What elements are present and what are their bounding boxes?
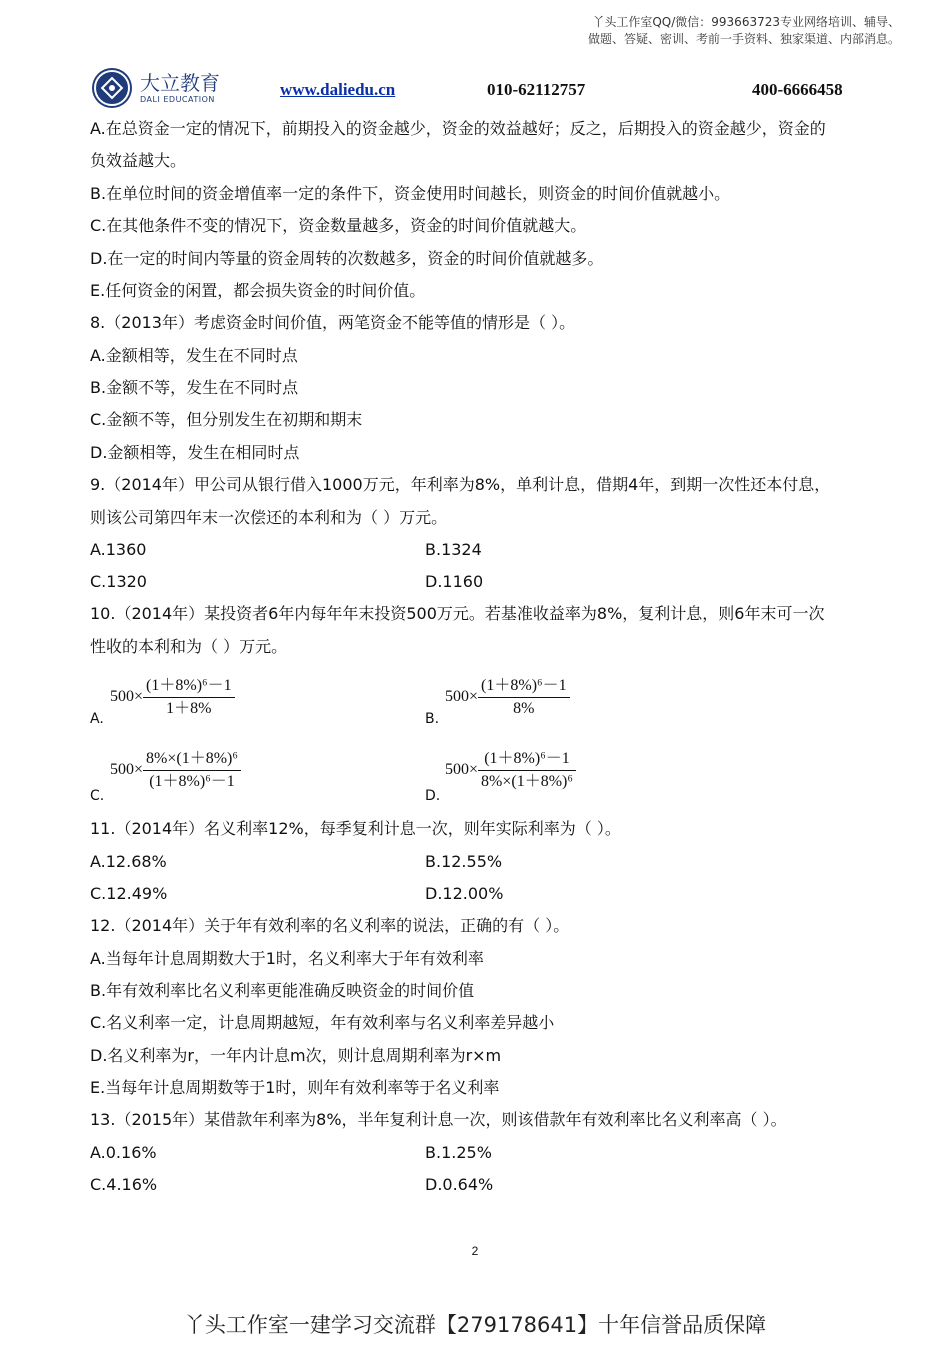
q10-option-c-label: C. [90,788,105,804]
q10-option-d-label: D. [425,788,441,804]
q13-option-a: A.0.16% [90,1143,157,1162]
q8-option-b: B.金额不等，发生在不同时点 [90,378,299,397]
q11-option-d: D.12.00% [425,884,504,903]
q10-option-b-label: B. [425,711,440,727]
logo-emblem-icon [92,68,132,108]
formula-coefficient: 500× [110,761,144,779]
q11-stem: 11.（2014年）名义利率12%，每季复利计息一次，则年实际利率为（ ）。 [90,819,621,838]
q13-option-d: D.0.64% [425,1175,494,1194]
q7-option-b: B.在单位时间的资金增值率一定的条件下，资金使用时间越长，则资金的时间价值就越小。 [90,184,731,203]
q7-option-a-line2: 负效益越大。 [90,151,187,170]
q7-option-d: D.在一定的时间内等量的资金周转的次数越多，资金的时间价值就越多。 [90,249,604,268]
q8-option-c: C.金额不等，但分别发生在初期和期末 [90,410,363,429]
q8-option-d: D.金额相等，发生在相同时点 [90,443,300,462]
q8-option-a: A.金额相等，发生在不同时点 [90,346,298,365]
formula-denominator: 8% [513,700,535,717]
q7-option-e: E.任何资金的闲置，都会损失资金的时间价值。 [90,281,426,300]
q12-stem: 12.（2014年）关于年有效利率的名义利率的说法，正确的有（ ）。 [90,916,570,935]
q9-option-b: B.1324 [425,540,482,559]
q10-option-d-formula [445,748,576,793]
q13-stem: 13.（2015年）某借款年利率为8%，半年复利计息一次，则该借款年有效利率比名义利率高（ ）。 [90,1110,787,1129]
q8-stem: 8.（2013年）考虑资金时间价值，两笔资金不能等值的情形是（ ）。 [90,313,576,332]
formula-coefficient: 500× [110,688,144,706]
top-note-line1: 丫头工作室QQ/微信：993663723专业网络培训、辅导、 [592,15,900,29]
formula-numerator: (1＋8%)⁶－1 [478,675,570,698]
q13-option-b: B.1.25% [425,1143,492,1162]
page-number: 2 [471,1244,479,1258]
q11-option-c: C.12.49% [90,884,168,903]
top-note [340,14,900,48]
q10-option-c-formula [110,748,241,793]
q9-option-a: A.1360 [90,540,147,559]
q7-option-c: C.在其他条件不变的情况下，资金数量越多，资金的时间价值就越大。 [90,216,587,235]
logo-name: 大立教育 [140,70,220,95]
q10-option-b-formula [445,675,570,720]
q11-option-a: A.12.68% [90,852,167,871]
q9-stem-line2: 则该公司第四年末一次偿还的本利和为（ ）万元。 [90,508,448,527]
logo [92,68,220,108]
q11-option-b: B.12.55% [425,852,503,871]
top-note-line2: 做题、答疑、密训、考前一手资料、独家渠道、内部消息。 [587,32,900,46]
q10-option-a-formula [110,675,235,720]
q12-option-c: C.名义利率一定，计息周期越短，年有效利率与名义利率差异越小 [90,1013,555,1032]
formula-denominator: (1＋8%)⁶－1 [149,773,235,790]
logo-subtitle: DALI EDUCATION [140,94,215,104]
formula-denominator: 8%×(1＋8%)⁶ [481,773,573,790]
formula-coefficient: 500× [445,688,479,706]
q12-option-e: E.当每年计息周期数等于1时，则年有效利率等于名义利率 [90,1078,500,1097]
formula-coefficient: 500× [445,761,479,779]
formula-numerator: (1＋8%)⁶－1 [143,675,235,698]
formula-numerator: (1＋8%)⁶－1 [478,748,576,771]
q9-stem-line1: 9.（2014年）甲公司从银行借入1000万元，年利率为8%，单利计息，借期4年，到期一次性还本付息， [90,475,831,494]
formula-denominator: 1＋8% [166,700,212,717]
footer-banner: 丫头工作室一建学习交流群【279178641】十年信誉品质保障 [183,1313,767,1337]
phone-number: 010-62112757 [487,80,586,99]
formula-numerator: 8%×(1＋8%)⁶ [143,748,241,771]
q12-option-a: A.当每年计息周期数大于1时，名义利率大于年有效利率 [90,949,484,968]
q10-stem-line1: 10.（2014年）某投资者6年内每年年末投资500万元。若基准收益率为8%，复利计息，则6年末可一次 [90,604,825,623]
q9-option-d: D.1160 [425,572,484,591]
q7-option-a-line1: A.在总资金一定的情况下，前期投入的资金越少，资金的效益越好；反之，后期投入的资金越少，资金的 [90,119,826,138]
q12-option-d: D.名义利率为r，一年内计息m次，则计息周期利率为r×m [90,1046,502,1065]
q12-option-b: B.年有效利率比名义利率更能准确反映资金的时间价值 [90,981,475,1000]
q13-option-c: C.4.16% [90,1175,158,1194]
website-link[interactable]: www.daliedu.cn [280,80,396,99]
q10-option-a-label: A. [90,711,104,727]
q9-option-c: C.1320 [90,572,147,591]
hotline-number: 400-6666458 [752,80,843,99]
q10-stem-line2: 性收的本利和为（ ）万元。 [90,637,288,656]
